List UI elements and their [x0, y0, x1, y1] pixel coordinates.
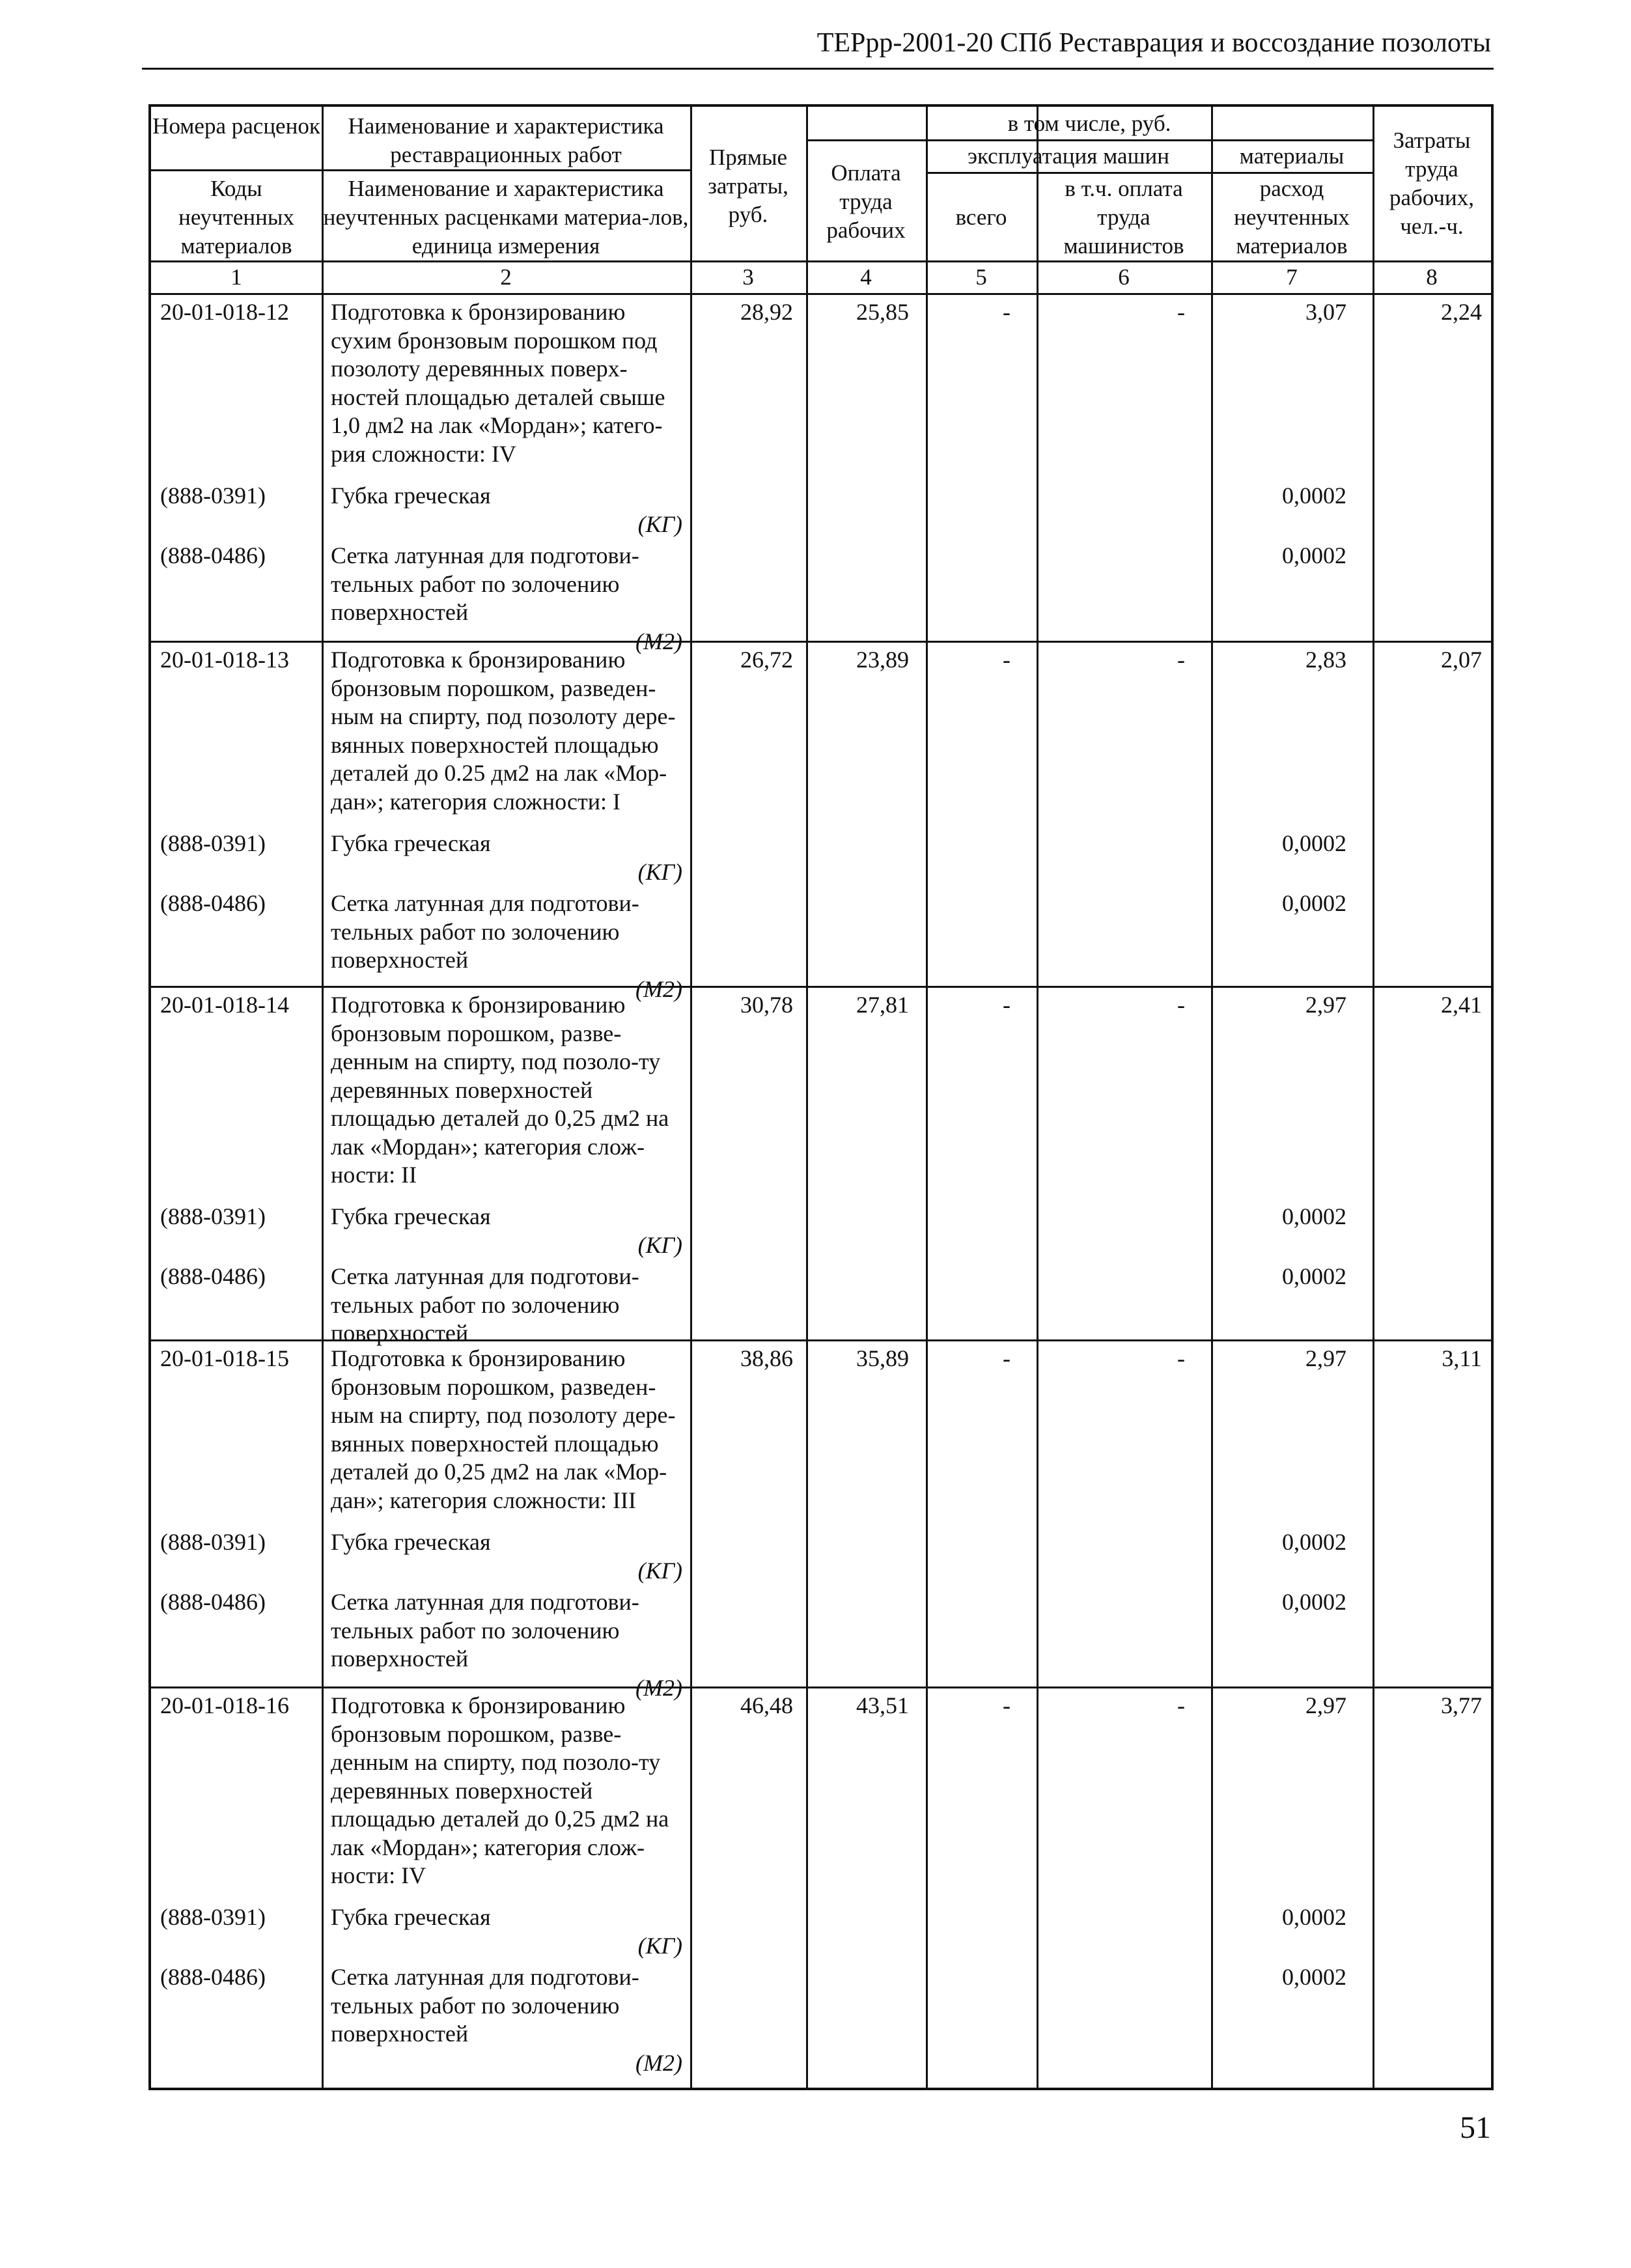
materials-cost: 3,07 [1305, 299, 1346, 325]
material-rate: 0,0002 [1282, 1904, 1346, 1930]
material-code: (888-0486) [160, 1589, 266, 1615]
material-name: Сетка латунная для подготови-тельных работ по золочению поверхностей [331, 1589, 639, 1672]
material-unit: (КГ) [637, 859, 682, 885]
labor-hours: 2,07 [1441, 647, 1482, 673]
col-number: 8 [1426, 264, 1438, 290]
material-rate: 0,0002 [1282, 830, 1346, 856]
materials-cost: 2,97 [1305, 1345, 1346, 1371]
labor-hours: 2,24 [1441, 299, 1482, 325]
material-unit: (М2) [635, 976, 682, 1002]
col-line [690, 107, 692, 2088]
direct-costs: 26,72 [740, 647, 793, 673]
col-number: 3 [742, 264, 754, 290]
work-name: Подготовка к бронзированию бронзовым порошком, разве-денным на спирту, под позоло-ту деревянных поверхностей площадью деталей до 0,25 дм2 на лак «Мордан»; категория слож-ности: II [331, 992, 669, 1188]
machinist-pay: - [1177, 1345, 1185, 1371]
material-unit: (М2) [635, 2050, 682, 2076]
material-code: (888-0486) [160, 1263, 266, 1289]
rate-code: 20-01-018-14 [160, 992, 289, 1018]
material-unit: (КГ) [637, 1232, 682, 1258]
rate-code: 20-01-018-13 [160, 647, 289, 673]
material-name: Сетка латунная для подготови-тельных работ по золочению поверхностей [331, 890, 639, 973]
material-rate: 0,0002 [1282, 1203, 1346, 1229]
machines-total: - [1003, 992, 1011, 1018]
machines-total: - [1003, 647, 1011, 673]
page-number: 51 [1460, 2110, 1491, 2145]
direct-costs: 28,92 [740, 299, 793, 325]
machinist-pay: - [1177, 992, 1185, 1018]
material-unit: (М2) [635, 628, 682, 654]
work-name: Подготовка к бронзированию бронзовым порошком, разведен-ным на спирту, под позолоту дере-вянных поверхностей площадью деталей до 0,25 дм2 на лак «Мор-дан»; категория сложности: III [331, 1345, 676, 1513]
col-line [926, 107, 928, 2088]
material-rate: 0,0002 [1282, 483, 1346, 509]
machines-total: - [1003, 299, 1011, 325]
machinist-pay: - [1177, 299, 1185, 325]
material-name: Сетка латунная для подготови-тельных работ по золочению поверхностей [331, 542, 639, 625]
material-code: (888-0391) [160, 830, 266, 856]
col-line [1037, 107, 1039, 2088]
material-code: (888-0486) [160, 542, 266, 568]
material-unit: (КГ) [637, 511, 682, 537]
material-name: Губка греческая [331, 1203, 491, 1229]
col-line [806, 107, 808, 2088]
material-unit: (КГ) [637, 1933, 682, 1959]
head-machines: эксплуатация машин [968, 143, 1169, 169]
col-number: 7 [1286, 264, 1298, 290]
materials-cost: 2,97 [1305, 992, 1346, 1018]
col-number: 4 [860, 264, 872, 290]
labor-pay: 23,89 [856, 647, 909, 673]
direct-costs: 30,78 [740, 992, 793, 1018]
rate-code: 20-01-018-16 [160, 1692, 289, 1718]
head-col1-bottom: Коды неучтенных материалов [178, 176, 294, 259]
work-name: Подготовка к бронзированию сухим бронзовым порошком под позолоту деревянных поверх-ностей площадью деталей свыше 1,0 дм2 на лак «Мордан»; катего-рия сложности: IV [331, 299, 665, 467]
material-name: Губка греческая [331, 1529, 491, 1555]
machines-total: - [1003, 1345, 1011, 1371]
col-line [1373, 107, 1374, 2088]
labor-hours: 3,11 [1442, 1345, 1482, 1371]
machinist-pay: - [1177, 1692, 1185, 1718]
material-rate: 0,0002 [1282, 890, 1346, 916]
material-unit: (М2) [635, 1675, 682, 1701]
materials-cost: 2,83 [1305, 647, 1346, 673]
head-materials: материалы [1239, 143, 1345, 169]
material-code: (888-0391) [160, 483, 266, 509]
col-number: 5 [975, 264, 987, 290]
head-col2-top: Наименование и характеристика реставрационных работ [348, 113, 664, 167]
material-name: Губка греческая [331, 483, 491, 509]
material-code: (888-0391) [160, 1203, 266, 1229]
material-name: Губка греческая [331, 830, 491, 856]
material-code: (888-0391) [160, 1904, 266, 1930]
materials-cost: 2,97 [1305, 1692, 1346, 1718]
rate-code: 20-01-018-15 [160, 1345, 289, 1371]
labor-hours: 2,41 [1441, 992, 1482, 1018]
head-group: в том числе, руб. [1007, 111, 1171, 136]
material-rate: 0,0002 [1282, 1964, 1346, 1990]
labor-pay: 25,85 [856, 299, 909, 325]
rates-table [148, 104, 1494, 2090]
machines-total: - [1003, 1692, 1011, 1718]
head-col6: в т.ч. оплата труда машинистов [1063, 176, 1184, 259]
material-name: Губка греческая [331, 1904, 491, 1930]
material-rate: 0,0002 [1282, 1263, 1346, 1289]
work-name: Подготовка к бронзированию бронзовым порошком, разве-денным на спирту, под позоло-ту деревянных поверхностей площадью деталей до 0,25 дм2 на лак «Мордан»; категория слож-ности: IV [331, 1692, 669, 1888]
labor-pay: 43,51 [856, 1692, 909, 1718]
head-col3: Прямые затраты, руб. [708, 145, 788, 227]
material-rate: 0,0002 [1282, 542, 1346, 568]
head-col1-top: Номера расценок [152, 113, 320, 139]
header-rule [142, 68, 1494, 70]
head-col8: Затраты труда рабочих, чел.-ч. [1389, 128, 1475, 239]
head-col2-bottom: Наименование и характеристика неучтенных расценками материа-лов, единица измерения [323, 176, 689, 259]
material-code: (888-0486) [160, 890, 266, 916]
head-col5: всего [955, 204, 1007, 230]
material-code: (888-0486) [160, 1964, 266, 1990]
head-col4: Оплата труда рабочих [826, 160, 906, 243]
col-line [1211, 107, 1213, 2088]
header-line [151, 260, 1491, 262]
material-name: Сетка латунная для подготови-тельных работ по золочению поверхностей [331, 1263, 639, 1346]
page-header: ТЕРрр-2001-20 СПб Реставрация и воссоздание позолоты [816, 28, 1491, 58]
col-number: 6 [1118, 264, 1130, 290]
labor-pay: 35,89 [856, 1345, 909, 1371]
header-line [151, 169, 690, 171]
col-number: 2 [500, 264, 512, 290]
work-name: Подготовка к бронзированию бронзовым порошком, разведен-ным на спирту, под позолоту дере-вянных поверхностей площадью деталей до 0.25 дм2 на лак «Мор-дан»; категория сложности: I [331, 647, 676, 815]
material-rate: 0,0002 [1282, 1589, 1346, 1615]
material-name: Сетка латунная для подготови-тельных работ по золочению поверхностей [331, 1964, 639, 2047]
machinist-pay: - [1177, 647, 1185, 673]
material-rate: 0,0002 [1282, 1529, 1346, 1555]
material-code: (888-0391) [160, 1529, 266, 1555]
header-line [151, 293, 1491, 295]
rate-code: 20-01-018-12 [160, 299, 289, 325]
direct-costs: 38,86 [740, 1345, 793, 1371]
labor-hours: 3,77 [1441, 1692, 1482, 1718]
header-line [806, 139, 1373, 141]
labor-pay: 27,81 [856, 992, 909, 1018]
col-number: 1 [230, 264, 242, 290]
direct-costs: 46,48 [740, 1692, 793, 1718]
col-line [322, 107, 324, 2088]
material-unit: (КГ) [637, 1558, 682, 1584]
head-col7: расход неучтенных материалов [1234, 176, 1350, 259]
